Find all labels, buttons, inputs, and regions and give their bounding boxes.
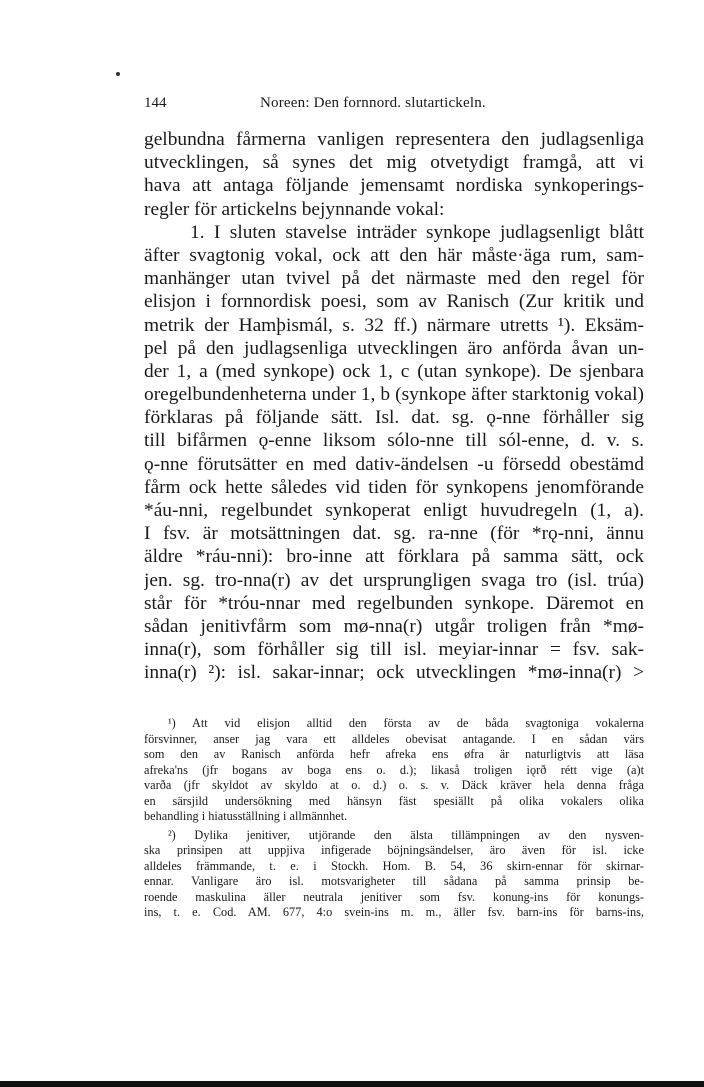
text-line: inna(r), som förhåller sig till isl. meyiar-innar = fsv. sak- (144, 639, 644, 661)
text-line: till bifårmen ǫ-enne liksom sólo-nne till sól-enne, d. v. s. (144, 430, 644, 452)
text-line: elisjon i fornnordisk poesi, som av Ranisch (Zur kritik und (144, 291, 644, 313)
text-line: förklaras på följande sätt. Isl. dat. sg. ǫ-nne förhåller sig (144, 407, 644, 429)
text-line: I fsv. är motsättningen dat. sg. ra-nne (för *rǫ-nni, ännu (144, 523, 644, 545)
footnote-line: en särsjild undersökning med hänsyn fäst spesiällt på olika vokalers olika (144, 793, 644, 808)
text-line: sådan jenitivfårm som mø-nna(r) utgår troligen från *mø- (144, 615, 644, 637)
ink-speck (116, 72, 120, 76)
footnote-line: som den av Ranisch anförda hefr afreka ens øfra är naturligtvis att läsa (144, 747, 644, 761)
text-line: äfter svagtonig vokal, ock att den här måste·äga rum, sam- (144, 244, 644, 266)
footnote-line: varða (jfr skyldot av skyldo at o. d.) o. s. v. Däck kräver hela denna fråga (144, 778, 644, 792)
text-line: inna(r) ²): isl. sakar-innar; ock utvecklingen *mø-inna(r) > (144, 662, 644, 684)
text-line: der 1, a (med synkope) ock 1, c (utan synkope). De sjenbara (144, 360, 644, 382)
footnote-line: försvinner, anser jag vara ett alldeles obevisat antagande. I en sådan värs (144, 731, 644, 746)
text-line: manhänger utan tvivel på det närmaste med den regel för (144, 268, 644, 290)
text-line: ǫ-nne förutsätter en med dativ-ändelsen -u försedd obestämd (144, 453, 644, 475)
footnote-line: afreka'ns (jfr bogans av boga ens o. d.); likaså troligen iǫrð rétt vige (a)t (144, 762, 644, 777)
footnote-line: alldeles främmande, t. e. i Stockh. Hom. B. 54, 36 skirn-ennar för skirnar- (144, 858, 644, 873)
main-text (144, 128, 644, 685)
text-line: utvecklingen, så synes det mig otvetydigt framgå, att vi (144, 152, 644, 174)
footnote-line: ²) Dylika jenitiver, utjörande den älsta tillämpningen av den nysven- (168, 827, 644, 842)
footnote-line: behandling i hiatusställning i allmännhet. (144, 809, 348, 823)
footnote-line: roende maskulina äller neutrala jenitiver som fsv. konung-ins för konungs- (144, 889, 644, 904)
footnote-line: ins, t. e. Cod. AM. 677, 4:o svein-ins m. m., äller fsv. barn-ins för barns-ins, (144, 905, 644, 919)
running-header (144, 95, 644, 117)
footnote-line: ska prinsipen att uppjiva infigerade böjningsändelser, äro även för isl. icke (144, 843, 644, 857)
footnote-line: ennar. Vanligare äro isl. motsvarigheter till sådana på samma prinsip be- (144, 874, 644, 888)
page-number: 144 (144, 95, 167, 111)
footnote-1 (144, 716, 644, 825)
running-title: Noreen: Den fornnord. slutartickeln. (260, 95, 486, 111)
footnote-line: ¹) Att vid elisjon alltid den första av de båda svagtoniga vokalerna (168, 716, 644, 730)
text-line: fårm ock hette således vid tiden för synkopens jenomförande (144, 476, 644, 498)
footnote-2 (144, 828, 644, 921)
text-line: *áu-nni, regelbundet synkoperat enligt huvudregeln (1, a). (144, 500, 644, 521)
text-line: regler för artickelns bejynnande vokal: (144, 198, 445, 220)
scan-bottom-edge (0, 1081, 704, 1087)
text-line: metrik der Hamþismál, s. 32 ff.) närmare utretts ¹). Eksäm- (144, 314, 644, 336)
footnotes (144, 716, 644, 921)
text-line: gelbundna fårmerna vanligen representera den judlagsenliga (144, 129, 644, 150)
text-line: 1. I sluten stavelse inträder synkope judlagsenligt blått (190, 221, 644, 243)
text-line: äldre *ráu-nni): bro-inne att förklara på samma sätt, ock (144, 546, 644, 568)
text-line: jen. sg. tro-nna(r) av det ursprungligen svaga tro (isl. trúa) (144, 569, 644, 591)
text-line: hava att antaga följande jemensamt nordiska synkoperings- (144, 175, 644, 197)
text-line: pel på den judlagsenliga utvecklingen äro anförda åvan un- (144, 337, 644, 359)
text-line: står för *tróu-nnar med regelbunden synkope. Däremot en (144, 592, 644, 614)
text-line: oregelbundenheterna under 1, b (synkope äfter starktonig vokal) (144, 384, 644, 406)
